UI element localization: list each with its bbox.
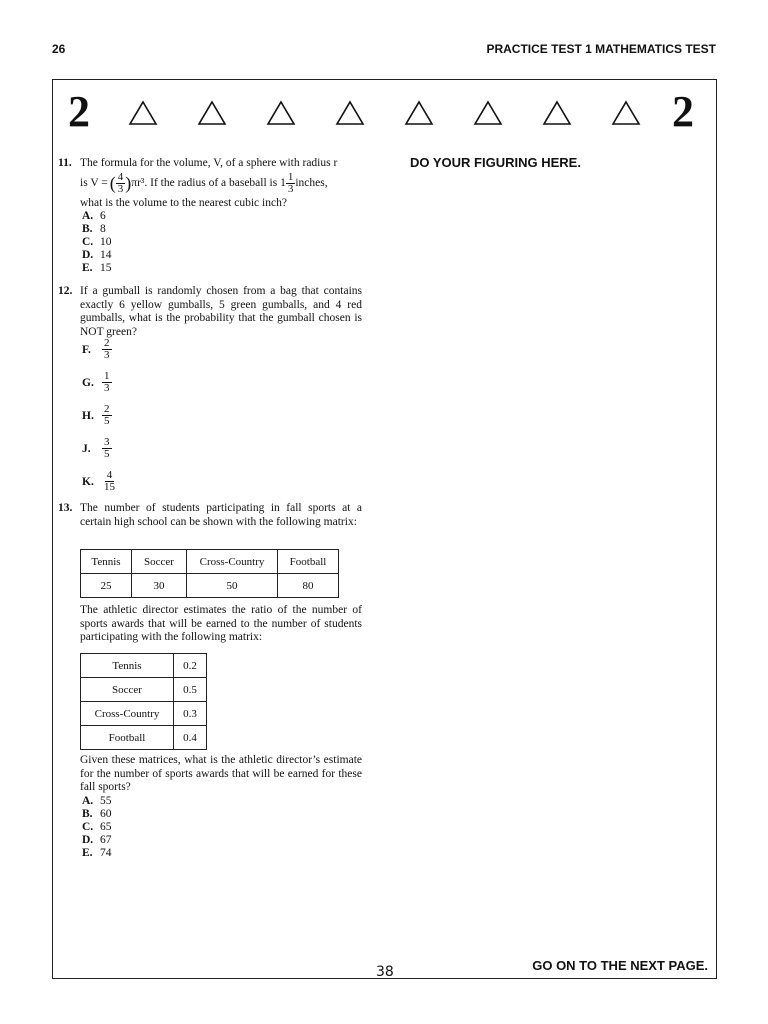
ratio-matrix <box>80 653 207 750</box>
question-11-formula-line: is V = ( $\frac{4}{3}$ ) πr³. If the radius of a baseball is 1 $\frac{1}{3}$ inches, <box>80 171 328 195</box>
table-row <box>81 726 207 750</box>
page-frame <box>52 79 717 979</box>
triangle-icon <box>128 100 158 126</box>
next-page-notice: GO ON TO THE NEXT PAGE. <box>532 958 708 973</box>
answer-option[interactable]: A. 6 <box>82 210 106 222</box>
table-cell: 30 <box>132 574 187 598</box>
table-cell: Football <box>81 726 174 750</box>
triangle-icon <box>473 100 503 126</box>
table-header-cell: Cross-Country <box>187 550 278 574</box>
answer-option[interactable]: C. 65 <box>82 821 112 833</box>
answer-option[interactable]: C. 10 <box>82 236 112 248</box>
q11-line2b: πr³. If the radius of a baseball is 1 <box>131 176 286 189</box>
table-cell: 0.2 <box>174 654 207 678</box>
answer-option[interactable]: D. 67 <box>82 834 112 846</box>
question-11-line1: The formula for the volume, V, of a sphere with radius r <box>80 157 338 169</box>
table-cell: Tennis <box>81 654 174 678</box>
table-row <box>81 574 339 598</box>
triangle-icon <box>542 100 572 126</box>
answer-option[interactable]: B. 8 <box>82 223 106 235</box>
table-header-cell: Tennis <box>81 550 132 574</box>
participation-matrix <box>80 549 339 598</box>
table-header-cell: Football <box>278 550 339 574</box>
table-cell: 25 <box>81 574 132 598</box>
answer-option[interactable]: K. $\frac{4}{15}$ <box>82 469 115 493</box>
table-row <box>81 702 207 726</box>
triangle-icon <box>611 100 641 126</box>
question-13-text3: Given these matrices, what is the athletic director’s estimate for the number of sports awards that will be earned for these fall sports? <box>80 754 362 793</box>
table-cell: 80 <box>278 574 339 598</box>
table-cell: 50 <box>187 574 278 598</box>
page-header-title: PRACTICE TEST 1 MATHEMATICS TEST <box>486 42 716 56</box>
answer-option[interactable]: A. 55 <box>82 795 112 807</box>
q11-line2c: inches, <box>295 176 328 189</box>
figuring-label: DO YOUR FIGURING HERE. <box>410 155 581 170</box>
triangle-icon <box>404 100 434 126</box>
table-row <box>81 678 207 702</box>
q11-fraction: $\frac{4}{3}$ <box>117 171 124 195</box>
answer-option[interactable]: E. 74 <box>82 847 112 859</box>
question-13-text2: The athletic director estimates the ratio of the number of sports awards that will be earned to the number of students participating with the following matrix: <box>80 604 362 643</box>
answer-option[interactable]: E. 15 <box>82 262 112 274</box>
table-row <box>81 654 207 678</box>
answer-option[interactable]: J. $\frac{3}{5}$ <box>82 436 110 460</box>
table-cell: Cross-Country <box>81 702 174 726</box>
q11-line2a: is V = <box>80 176 108 189</box>
triangle-icon <box>197 100 227 126</box>
answer-option[interactable]: D. 14 <box>82 249 112 261</box>
page-footer-number: 38 <box>376 964 394 980</box>
section-number-right: 2 <box>672 87 694 136</box>
table-header-cell: Soccer <box>132 550 187 574</box>
triangle-icon <box>266 100 296 126</box>
table-cell: 0.3 <box>174 702 207 726</box>
question-13-text1: The number of students participating in fall sports at a certain high school can be shown with the following matrix: <box>80 502 362 528</box>
question-12-text: If a gumball is randomly chosen from a bag that contains exactly 6 yellow gumballs, 5 green gumballs, and 4 red gumballs, what is the probability that the gumball chosen is NOT green? <box>80 285 362 338</box>
answer-option[interactable]: H. $\frac{2}{5}$ <box>82 403 110 427</box>
triangle-icon <box>335 100 365 126</box>
table-cell: 0.5 <box>174 678 207 702</box>
table-cell: 0.4 <box>174 726 207 750</box>
answer-option[interactable]: F. $\frac{2}{3}$ <box>82 337 110 361</box>
q11-mixed-fraction: $\frac{1}{3}$ <box>287 171 294 195</box>
answer-option[interactable]: G. $\frac{1}{3}$ <box>82 370 110 394</box>
question-11-number: 11. <box>58 157 72 169</box>
page-number: 26 <box>52 42 66 56</box>
question-13-number: 13. <box>58 502 73 514</box>
question-11-line3: what is the volume to the nearest cubic inch? <box>80 197 287 209</box>
answer-option[interactable]: B. 60 <box>82 808 112 820</box>
table-cell: Soccer <box>81 678 174 702</box>
table-row <box>81 550 339 574</box>
question-12-number: 12. <box>58 285 73 297</box>
section-number-left: 2 <box>68 87 90 136</box>
